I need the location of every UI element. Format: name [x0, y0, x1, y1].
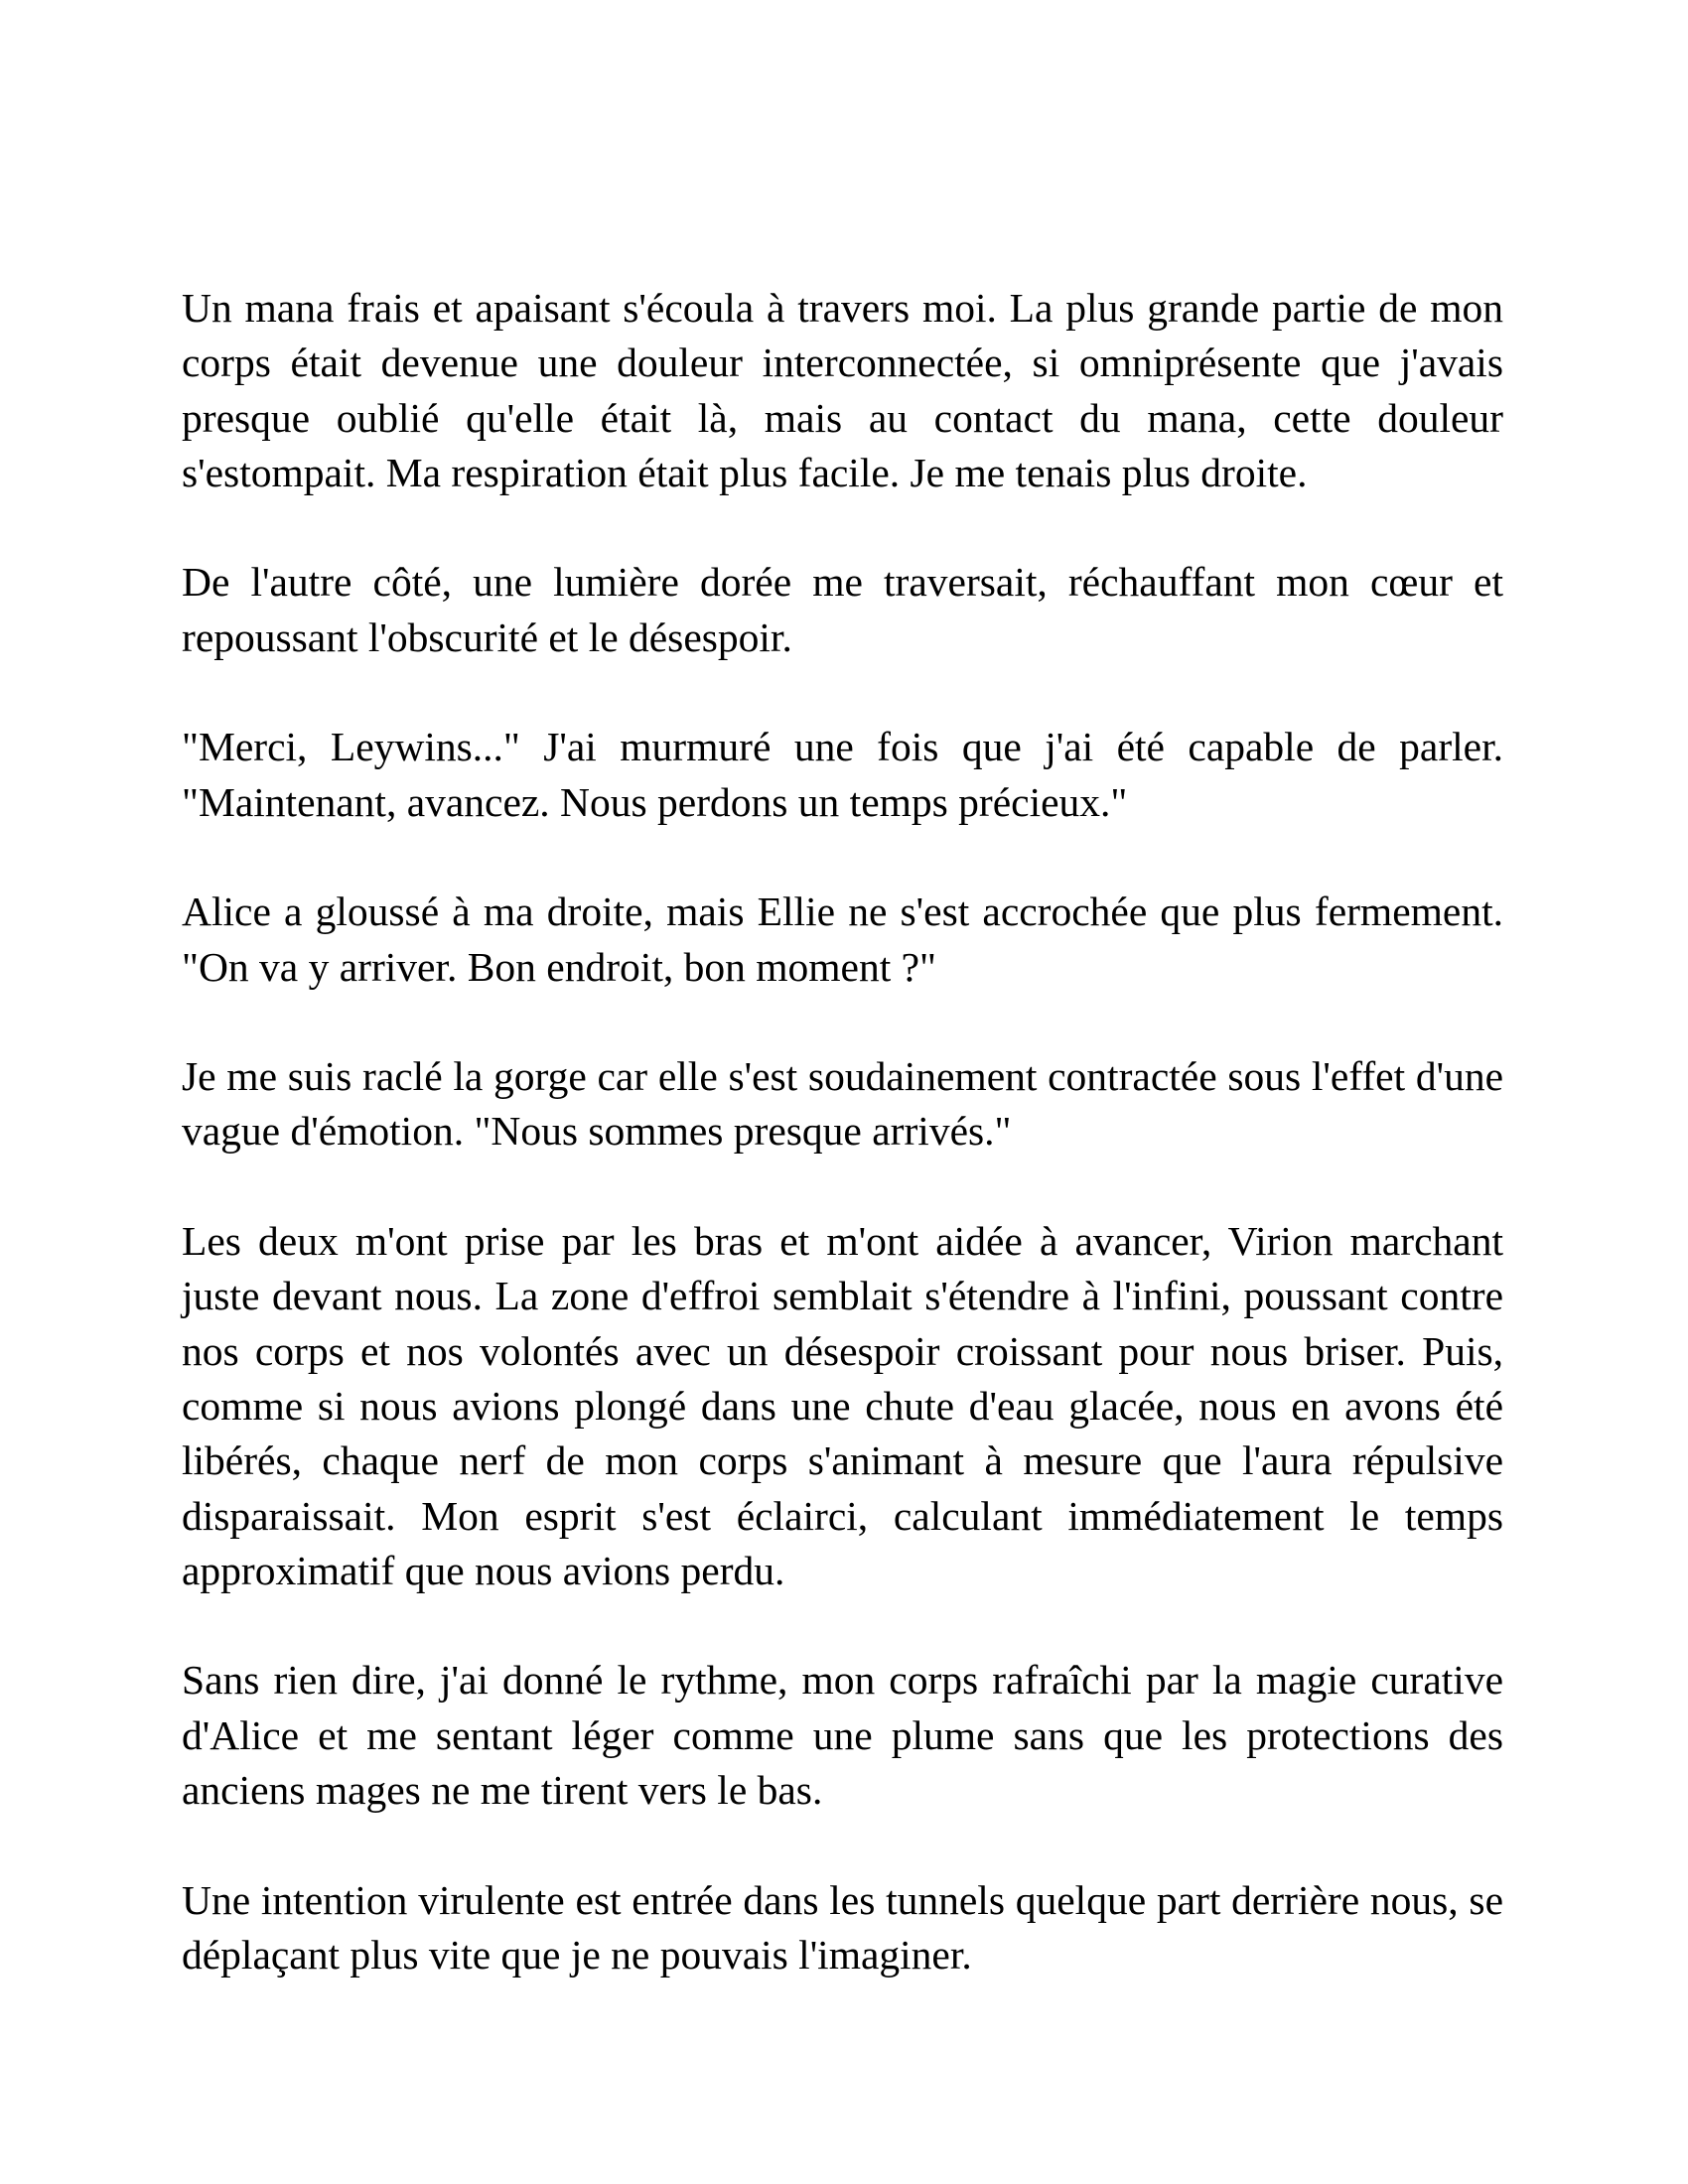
text-line: disparaissait. Mon esprit s'est éclairci, calculant immédiatement le temps	[182, 1492, 1503, 1539]
text-line: vague d'émotion. "Nous sommes presque arrivés."	[182, 1108, 1012, 1155]
text-line: presque oublié qu'elle était là, mais au contact du mana, cette douleur	[182, 394, 1503, 441]
text-line: juste devant nous. La zone d'effroi semblait s'étendre à l'infini, poussant contre	[182, 1273, 1503, 1319]
text-line: anciens mages ne me tirent vers le bas.	[182, 1767, 823, 1814]
text-line: corps était devenue une douleur interconnectée, si omniprésente que j'avais	[182, 340, 1503, 386]
text-line: Les deux m'ont prise par les bras et m'ont aidée à avancer, Virion marchant	[182, 1218, 1503, 1265]
text-line: De l'autre côté, une lumière dorée me traversait, réchauffant mon cœur et	[182, 559, 1503, 606]
text-line: Une intention virulente est entrée dans les tunnels quelque part derrière nous, se	[182, 1876, 1503, 1923]
text-line: d'Alice et me sentant léger comme une plume sans que les protections des	[182, 1711, 1503, 1758]
paragraph-8	[182, 1873, 1503, 1983]
text-line: "Maintenant, avancez. Nous perdons un temps précieux."	[182, 778, 1128, 825]
text-line: "On va y arriver. Bon endroit, bon moment ?"	[182, 943, 936, 990]
paragraph-7	[182, 1653, 1503, 1818]
text-line: Sans rien dire, j'ai donné le rythme, mon corps rafraîchi par la magie curative	[182, 1657, 1503, 1704]
text-line: Alice a gloussé à ma droite, mais Ellie ne s'est accrochée que plus fermement.	[182, 888, 1503, 935]
text-line: déplaçant plus vite que je ne pouvais l'imaginer.	[182, 1931, 972, 1978]
text-line: Un mana frais et apaisant s'écoula à travers moi. La plus grande partie de mon	[182, 285, 1503, 331]
paragraph-3	[182, 720, 1503, 830]
paragraph-2	[182, 555, 1503, 665]
paragraph-1	[182, 281, 1503, 500]
text-line: Je me suis raclé la gorge car elle s'est soudainement contractée sous l'effet d'une	[182, 1053, 1503, 1100]
paragraph-5	[182, 1049, 1503, 1160]
paragraph-6	[182, 1214, 1503, 1598]
text-line: approximatif que nous avions perdu.	[182, 1547, 785, 1593]
text-line: comme si nous avions plongé dans une chute d'eau glacée, nous en avons été	[182, 1382, 1503, 1429]
text-line: repoussant l'obscurité et le désespoir.	[182, 614, 792, 660]
text-line: "Merci, Leywins..." J'ai murmuré une fois que j'ai été capable de parler.	[182, 724, 1503, 770]
paragraph-4	[182, 885, 1503, 995]
text-line: s'estompait. Ma respiration était plus facile. Je me tenais plus droite.	[182, 449, 1308, 495]
text-line: libérés, chaque nerf de mon corps s'animant à mesure que l'aura répulsive	[182, 1437, 1503, 1484]
text-line: nos corps et nos volontés avec un désespoir croissant pour nous briser. Puis,	[182, 1327, 1503, 1374]
body-text	[182, 281, 1503, 2038]
